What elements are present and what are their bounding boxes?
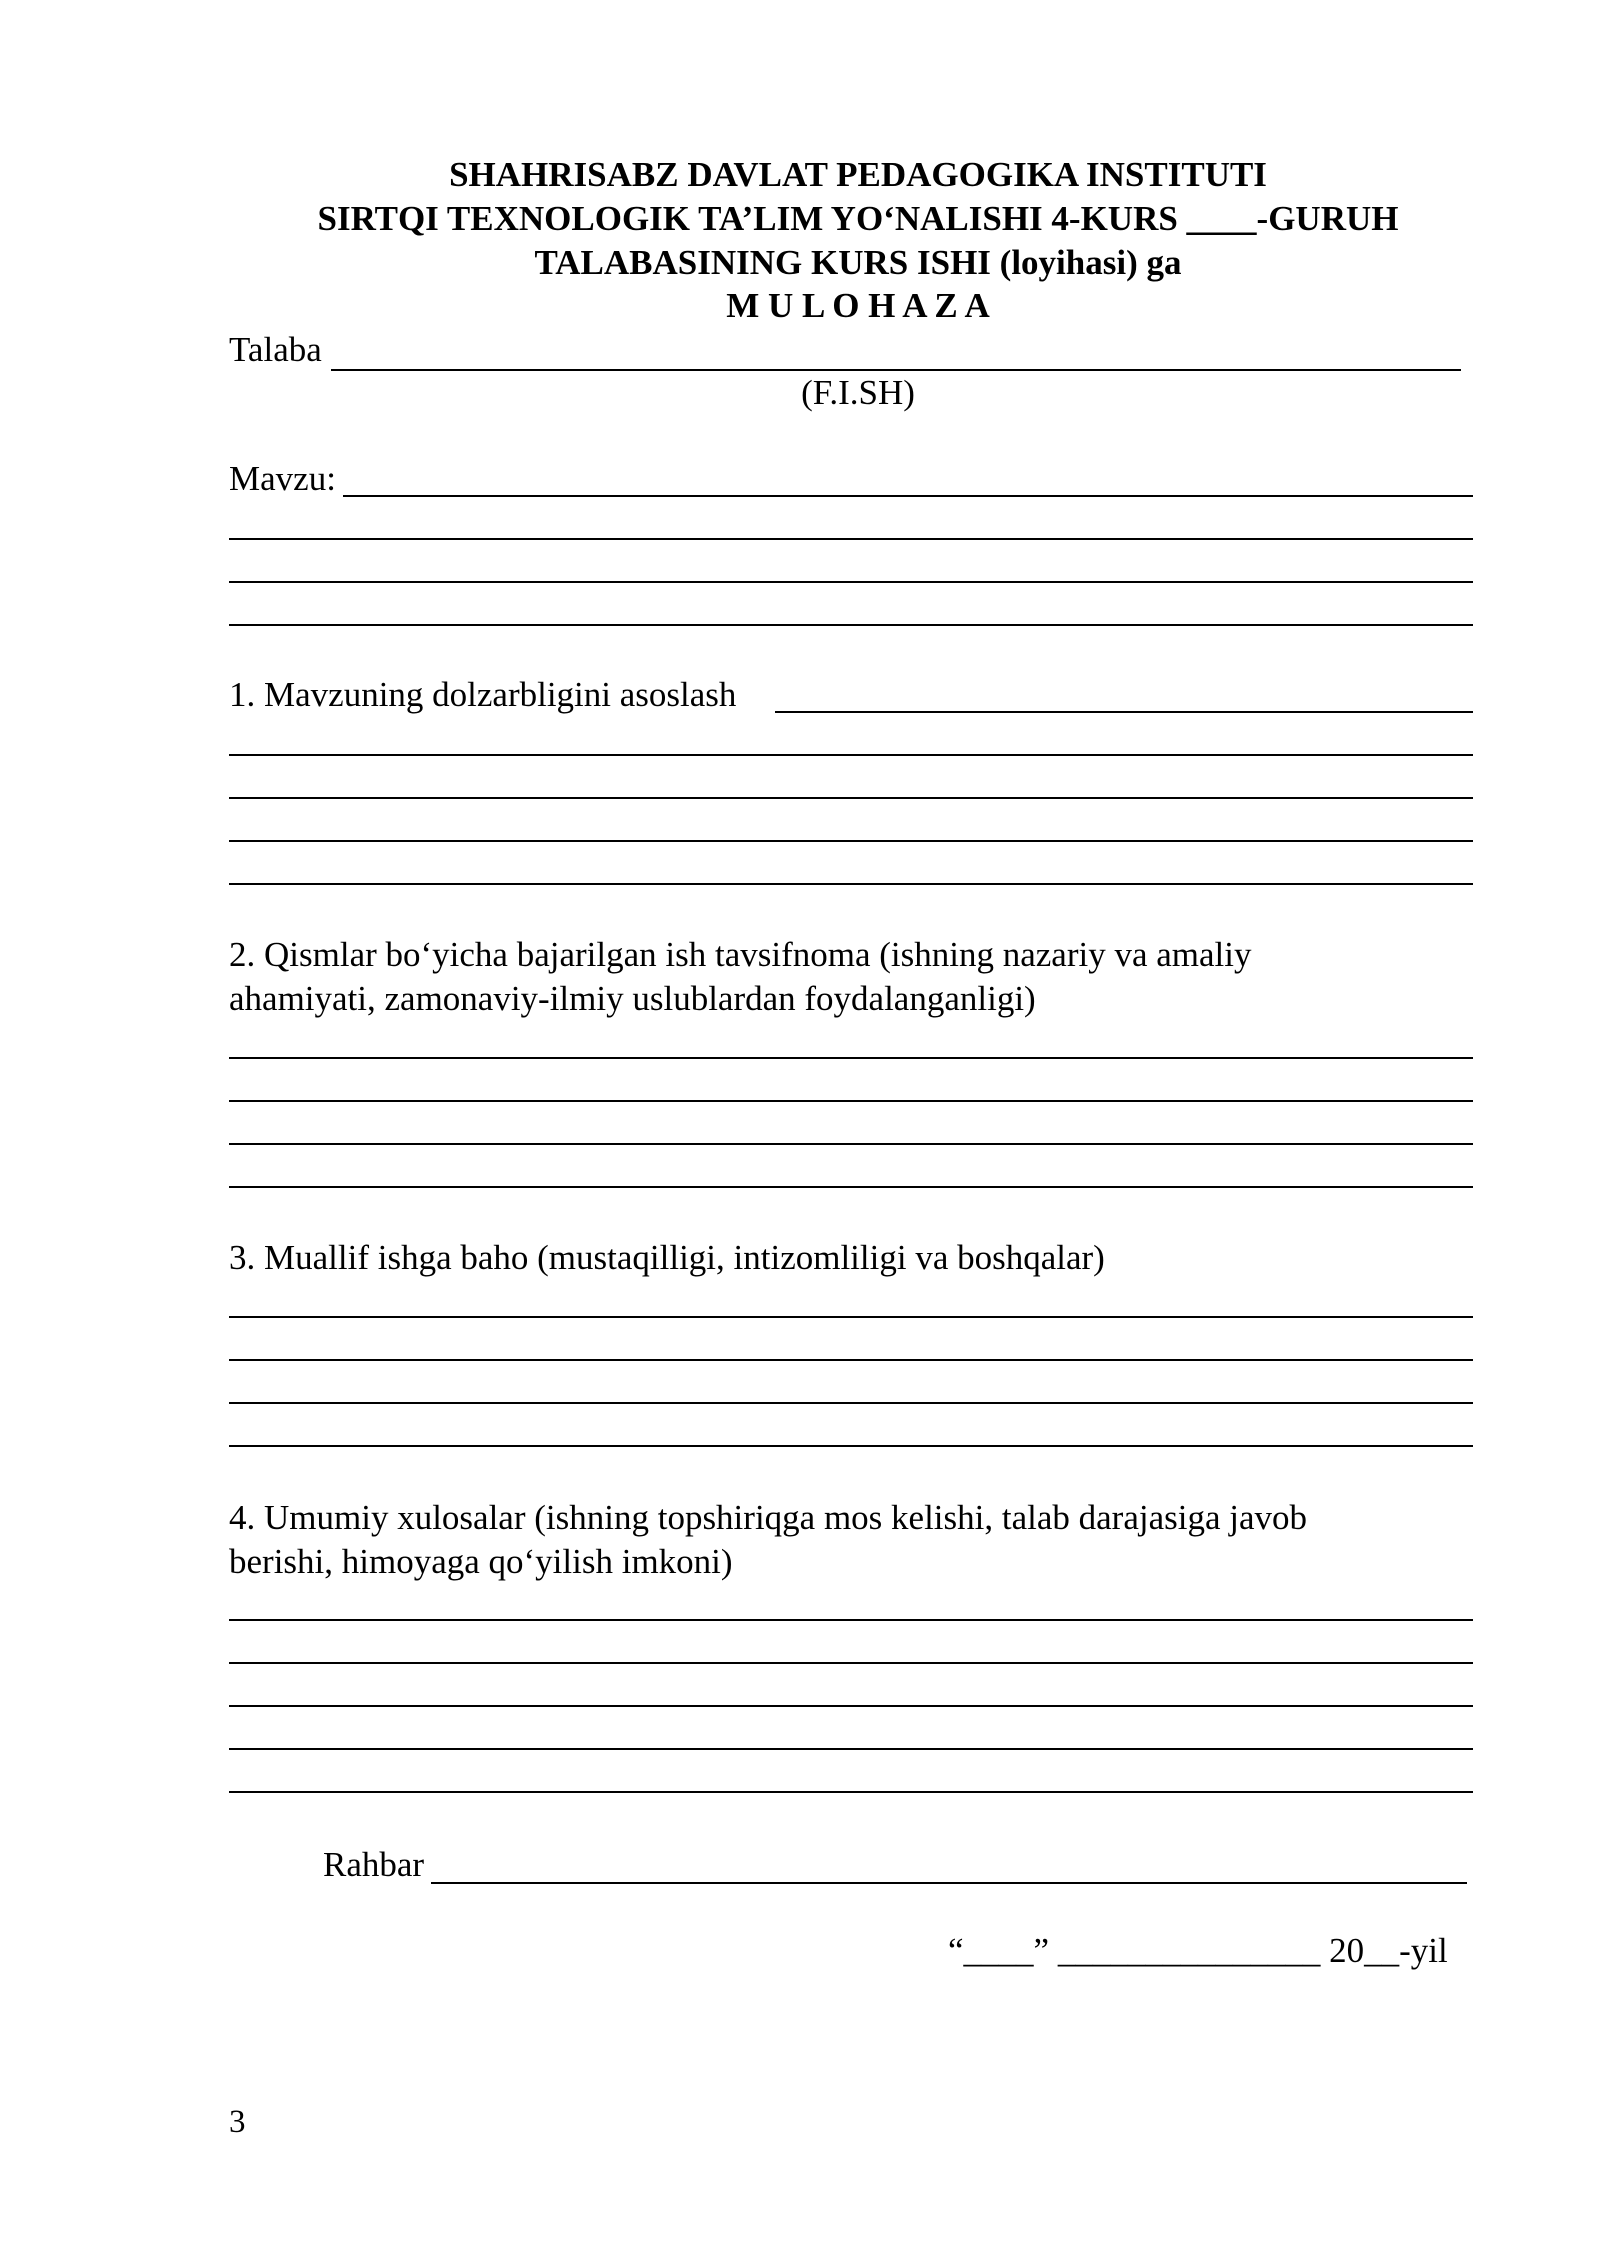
topic-field-line-2[interactable] [229, 538, 1473, 540]
review-title: M U L O H A Z A [726, 286, 990, 325]
section-2-line-1[interactable] [229, 1057, 1473, 1059]
section-3-line-1[interactable] [229, 1316, 1473, 1318]
supervisor-label: Rahbar [323, 1845, 425, 1884]
student-name-caption: (F.I.SH) [801, 373, 915, 412]
student-label: Talaba [229, 330, 322, 369]
section-2-heading-line-2: ahamiyati, zamonaviy-ilmiy uslublardan foydalanganligi) [229, 979, 1036, 1018]
section-4-line-1[interactable] [229, 1619, 1473, 1621]
section-3-line-4[interactable] [229, 1445, 1473, 1447]
section-1-line-5[interactable] [229, 883, 1473, 885]
topic-field-line-3[interactable] [229, 581, 1473, 583]
section-1-line-4[interactable] [229, 840, 1473, 842]
section-2-line-3[interactable] [229, 1143, 1473, 1145]
section-3-line-3[interactable] [229, 1402, 1473, 1404]
direction-title: SIRTQI TEXNOLOGIK TA’LIM YO‘NALISHI 4-KURS ____-GURUH [317, 199, 1399, 238]
section-4-heading-line-1: 4. Umumiy xulosalar (ishning topshiriqga mos kelishi, talab darajasiga javob [229, 1498, 1308, 1537]
page-number: 3 [229, 2104, 246, 2140]
section-3-heading: 3. Muallif ishga baho (mustaqilligi, intizomliligi va boshqalar) [229, 1238, 1105, 1277]
section-4-heading-line-2: berishi, himoyaga qo‘yilish imkoni) [229, 1542, 733, 1581]
supervisor-name-field[interactable] [431, 1882, 1467, 1884]
section-2-line-4[interactable] [229, 1186, 1473, 1188]
section-2-line-2[interactable] [229, 1100, 1473, 1102]
section-1-line-1[interactable] [775, 711, 1473, 713]
section-4-line-2[interactable] [229, 1662, 1473, 1664]
section-3-line-2[interactable] [229, 1359, 1473, 1361]
section-4-line-4[interactable] [229, 1748, 1473, 1750]
section-4-line-5[interactable] [229, 1791, 1473, 1793]
section-2-heading-line-1: 2. Qismlar bo‘yicha bajarilgan ish tavsifnoma (ishning nazariy va amaliy [229, 935, 1252, 974]
topic-label: Mavzu: [229, 459, 336, 498]
section-4-line-3[interactable] [229, 1705, 1473, 1707]
topic-field-line-1[interactable] [343, 495, 1473, 497]
section-1-line-2[interactable] [229, 754, 1473, 756]
date-line[interactable]: “____” _______________ 20__-yil [948, 1931, 1448, 1970]
section-1-heading: 1. Mavzuning dolzarbligini asoslash [229, 675, 737, 714]
institute-title: SHAHRISABZ DAVLAT PEDAGOGIKA INSTITUTI [449, 155, 1267, 194]
course-work-title: TALABASINING KURS ISHI (loyihasi) ga [534, 243, 1182, 282]
topic-field-line-4[interactable] [229, 624, 1473, 626]
section-1-line-3[interactable] [229, 797, 1473, 799]
